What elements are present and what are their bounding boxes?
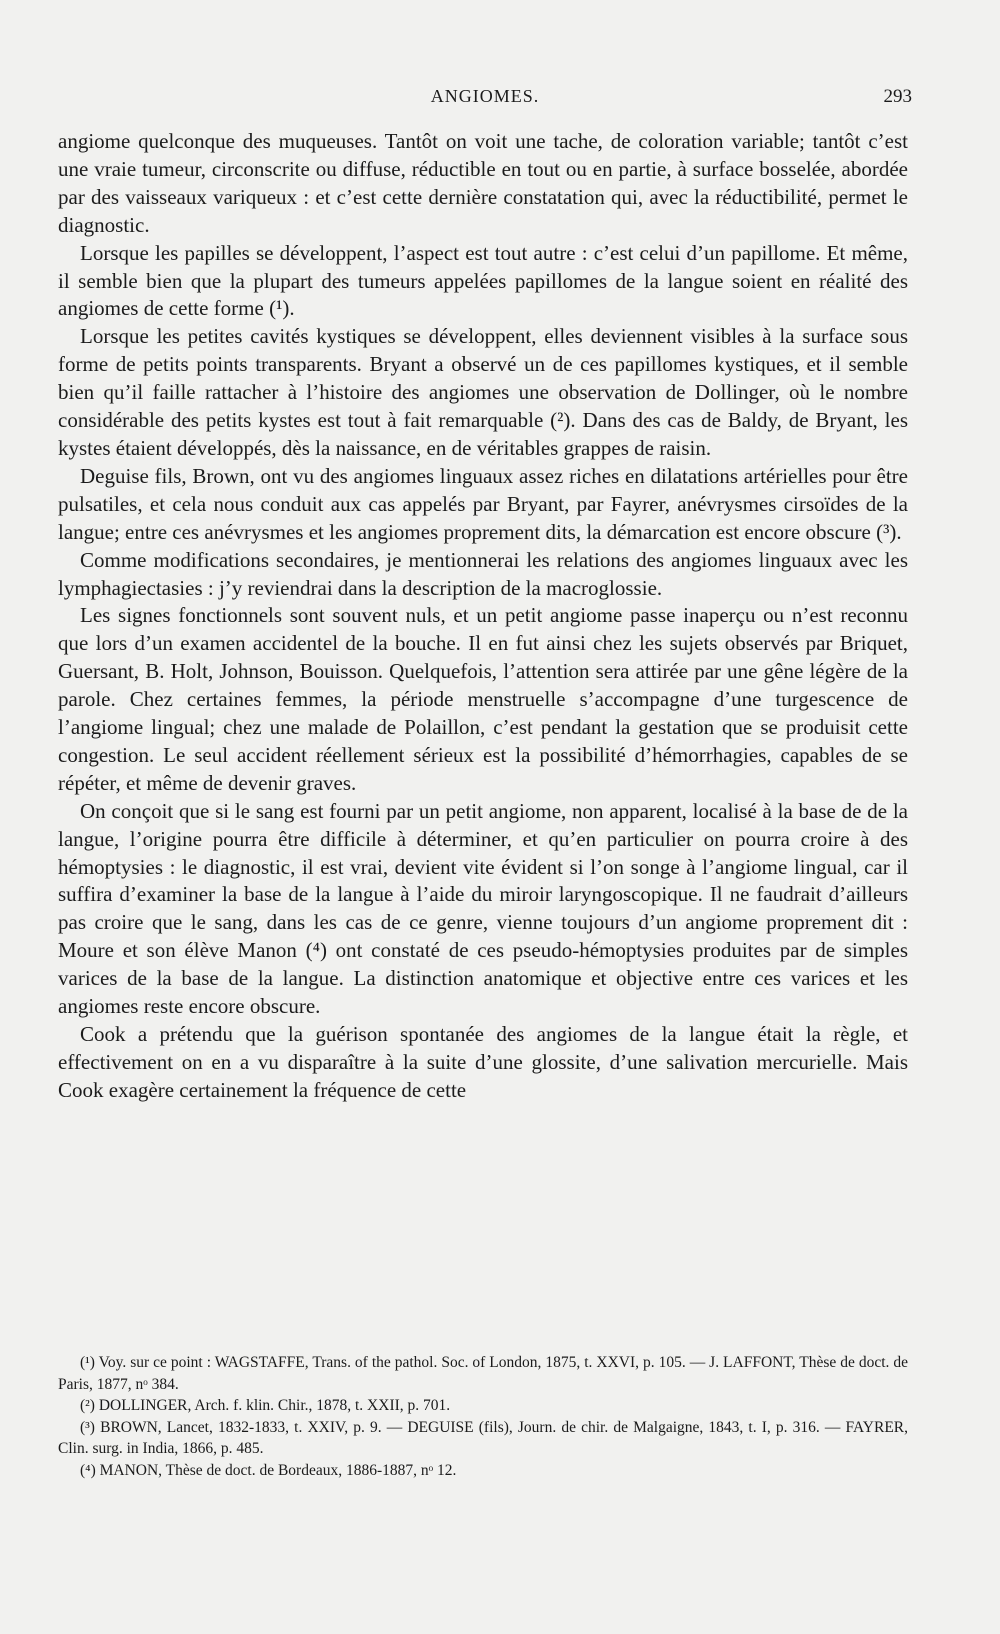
body-text <box>58 128 908 1105</box>
paragraph: On conçoit que si le sang est fourni par un petit angiome, non apparent, localisé à la base de de la langue, l’origine pourra être difficile à déterminer, et qu’en particulier on pourra croire à des hémoptysies : le diagnostic, il est vrai, devient vite évident si l’on songe à l’angiome lingual, car il suffira d’examiner la base de la langue à l’aide du miroir laryngoscopique. Il ne faudrait d’ailleurs pas croire que le sang, dans les cas de ce genre, vienne toujours d’un angiome proprement dit : Moure et son élève Manon (⁴) ont constaté de ces pseudo-hémoptysies produites par de simples varices de la base de la langue. La distinction anatomique et objective entre ces varices et les angiomes reste encore obscure. <box>58 798 908 1019</box>
paragraph: Deguise fils, Brown, ont vu des angiomes linguaux assez riches en dilatations artérielles pour être pulsatiles, et cela nous conduit aux cas appelés par Bryant, par Fayrer, anévrysmes cirsoïdes de la langue; entre ces anévrysmes et les angiomes proprement dits, la démarcation est encore obscure (³). <box>58 463 908 544</box>
paragraph: Lorsque les papilles se développent, l’aspect est tout autre : c’est celui d’un papillome. Et même, il semble bien que la plupart des tumeurs appelées papillomes de la langue soient en réalité des angiomes de cette forme (¹). <box>58 240 908 321</box>
paragraph: Lorsque les petites cavités kystiques se développent, elles deviennent visibles à la surface sous forme de petits points transparents. Bryant a observé un de ces papillomes kystiques, et il semble bien qu’il faille rattacher à l’histoire des angiomes une observation de Dollinger, où le nombre considérable des petits kystes est tout à fait remarquable (²). Dans des cas de Baldy, de Bryant, les kystes étaient développés, dès la naissance, en de véritables grappes de raisin. <box>58 324 908 460</box>
footnote: (¹) Voy. sur ce point : WAGSTAFFE, Trans. of the pathol. Soc. of London, 1875, t. XXVI, p. 105. — J. LAFFONT, Thèse de doct. de Paris, 1877, nᵒ 384. <box>58 1354 908 1393</box>
page-header <box>58 86 912 116</box>
paragraph: Comme modifications secondaires, je mentionnerai les relations des angiomes linguaux avec les lymphagiectasies : j’y reviendrai dans la description de la macroglossie. <box>58 547 908 600</box>
paragraph: angiome quelconque des muqueuses. Tantôt on voit une tache, de coloration variable; tantôt c’est une vraie tumeur, circonscrite ou diffuse, réductible en tout ou en partie, à surface bosselée, abordée par des vaisseaux variqueux : et c’est cette dernière constatation qui, avec la réductibilité, permet le diagnostic. <box>58 129 908 237</box>
paragraph: Les signes fonctionnels sont souvent nuls, et un petit angiome passe inaperçu ou n’est reconnu que lors d’un examen accidentel de la bouche. Il en fut ainsi chez les sujets observés par Briquet, Guersant, B. Holt, Johnson, Bouisson. Quelquefois, l’attention sera attirée par une gêne légère de la parole. Chez certaines femmes, la période menstruelle s’accompagne d’une turgescence de l’angiome lingual; chez une malade de Polaillon, c’est pendant la gestation que se produisit cette congestion. Le seul accident réellement sérieux est la possibilité d’hémorrhagies, capables de se répéter, et même de devenir graves. <box>58 603 908 795</box>
footnotes <box>58 1352 908 1481</box>
paragraph: Cook a prétendu que la guérison spontanée des angiomes de la langue était la règle, et effectivement on en a vu disparaître à la suite d’une glossite, d’une salivation mercurielle. Mais Cook exagère certainement la fréquence de cette <box>58 1022 908 1102</box>
footnote: (²) DOLLINGER, Arch. f. klin. Chir., 1878, t. XXII, p. 701. <box>80 1397 451 1414</box>
footnote: (³) BROWN, Lancet, 1832-1833, t. XXIV, p. 9. — DEGUISE (fils), Journ. de chir. de Malgaigne, 1843, t. I, p. 316. — FAYRER, Clin. surg. in India, 1866, p. 485. <box>58 1418 908 1457</box>
footnote: (⁴) MANON, Thèse de doct. de Bordeaux, 1886-1887, nᵒ 12. <box>80 1461 457 1479</box>
running-head: ANGIOMES. <box>430 86 540 106</box>
page-number: 293 <box>883 86 912 107</box>
